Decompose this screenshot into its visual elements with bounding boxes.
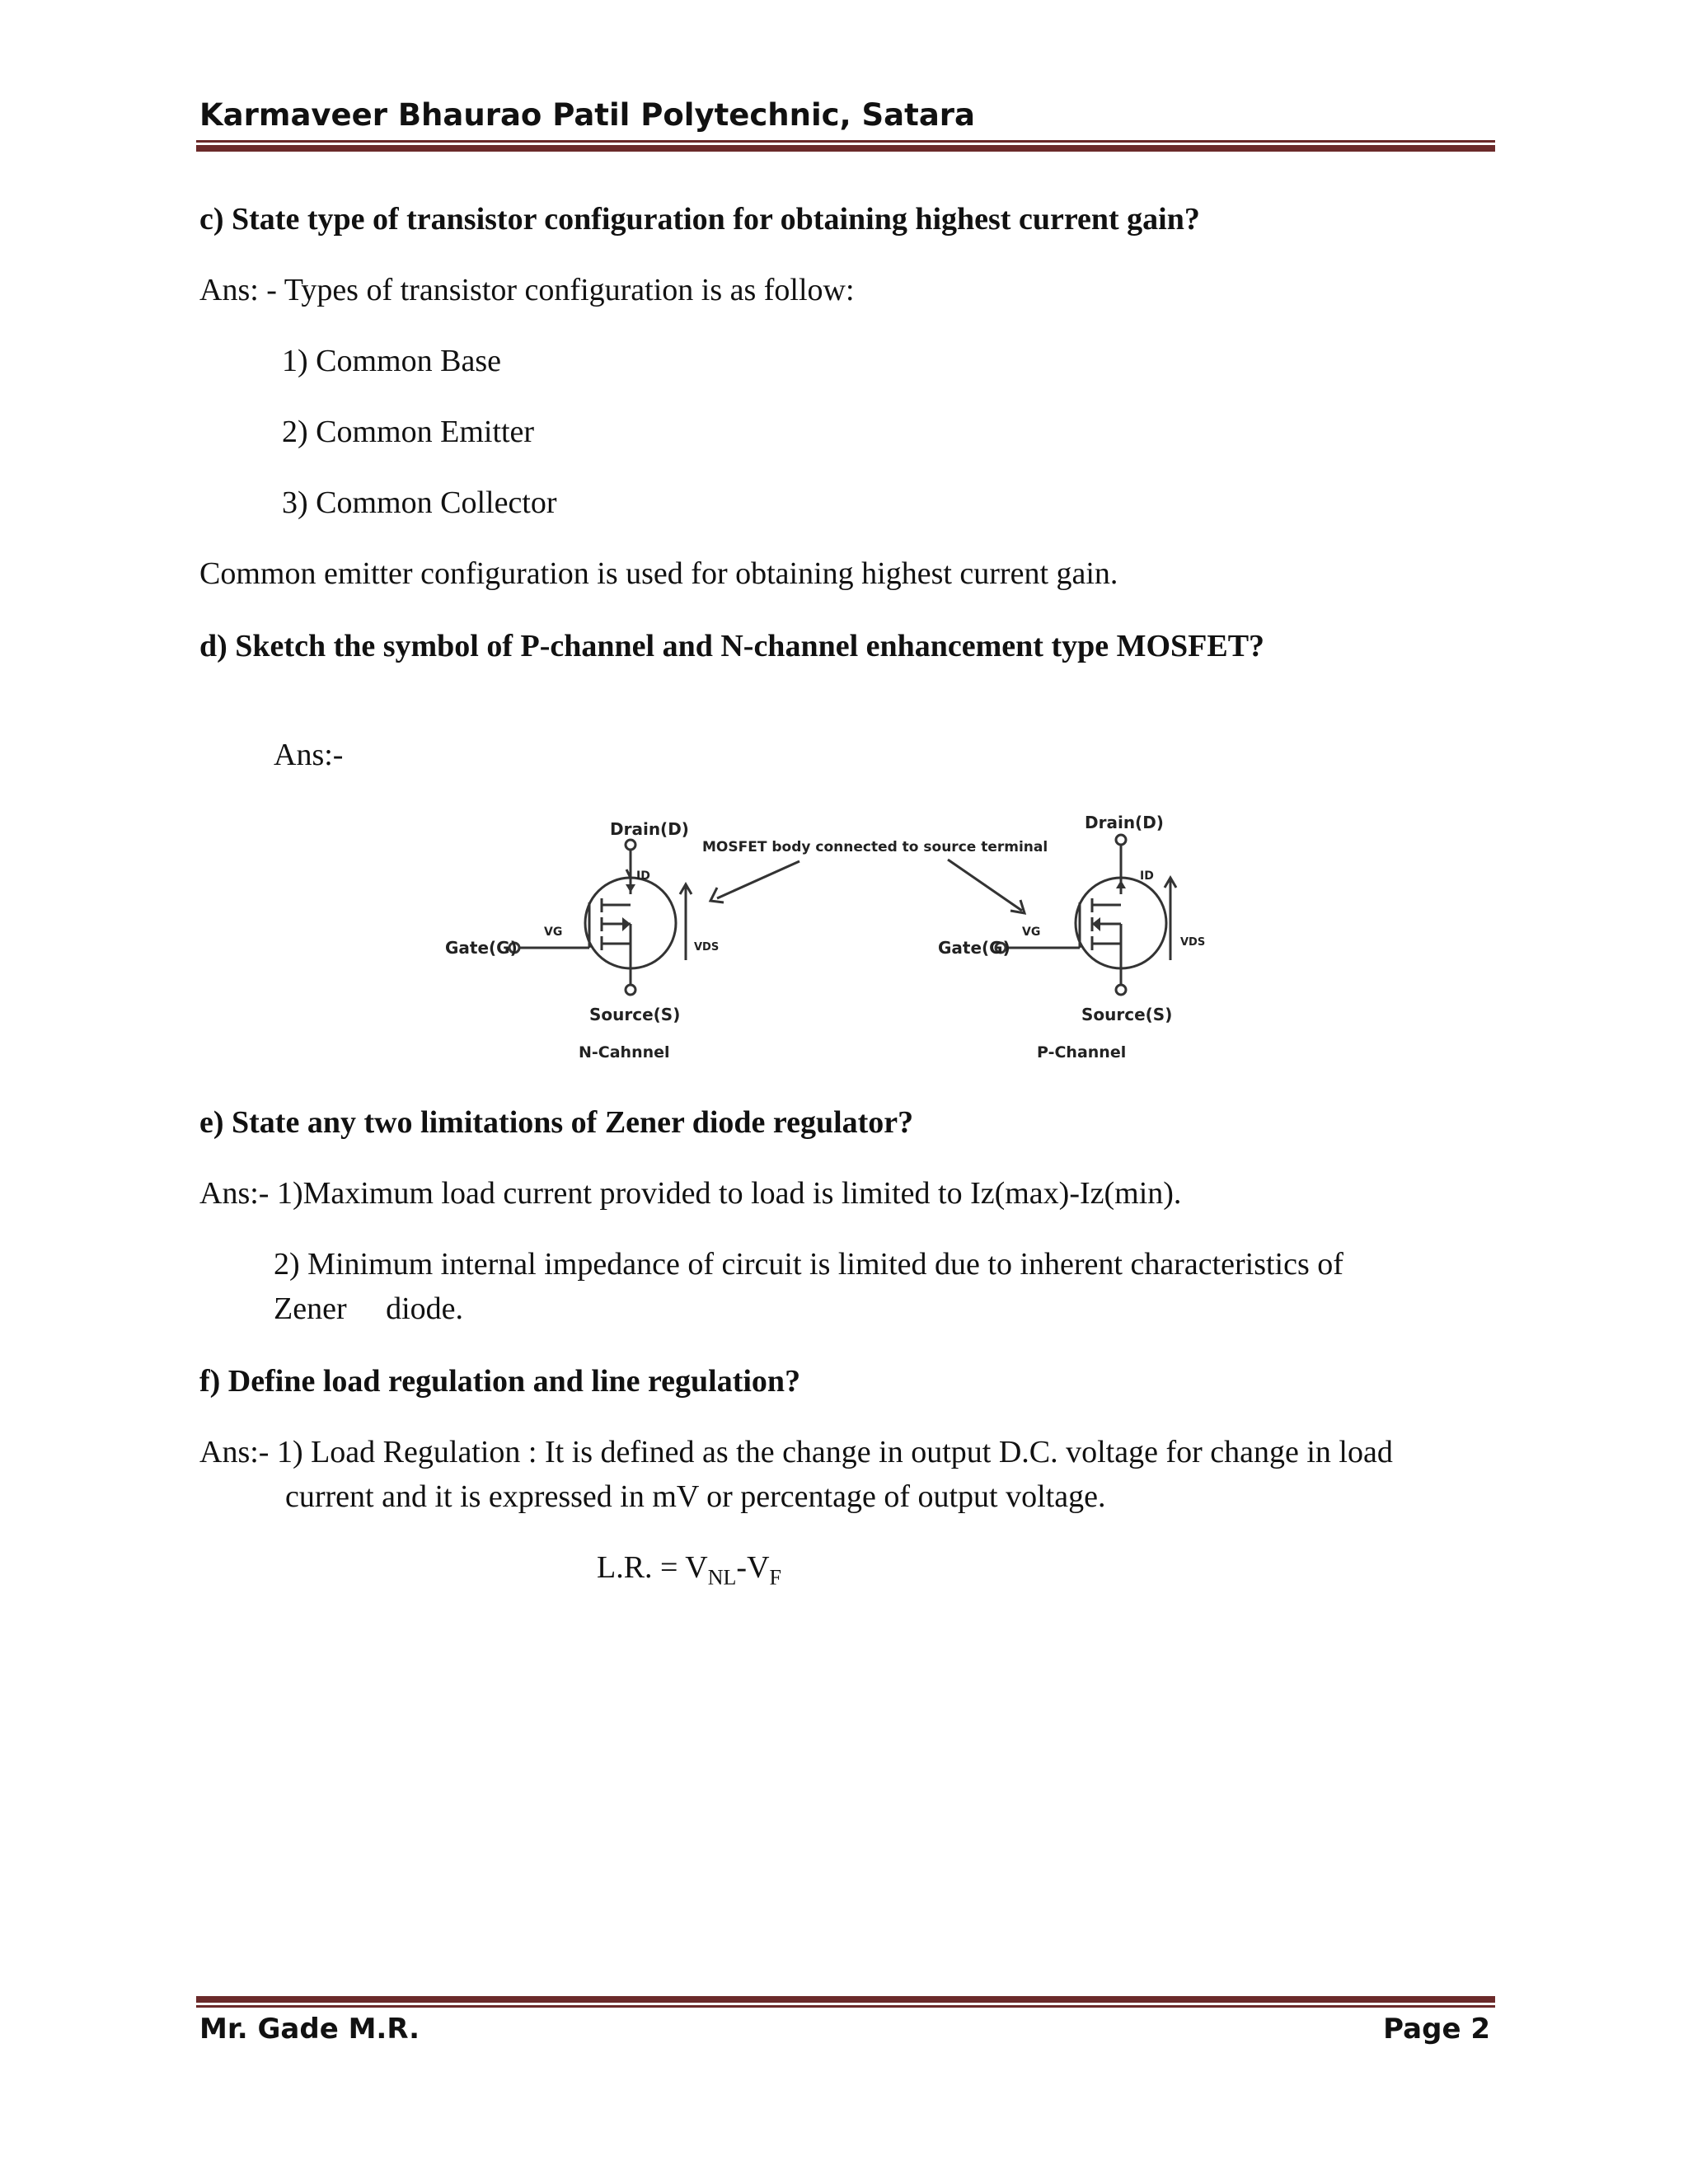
header-title: Karmaveer Bhaurao Patil Polytechnic, Satara [199, 97, 976, 133]
answer-f-line1: Ans:- 1) Load Regulation : It is defined as the change in output D.C. voltage for change in load [199, 1435, 1393, 1469]
list-item: 3) Common Collector [282, 485, 557, 520]
answer-e-line2: 2) Minimum internal impedance of circuit is limited due to inherent characteristics of [274, 1247, 1343, 1282]
footer-rule-thick [196, 1996, 1495, 2003]
formula-lhs: L.R. = V [597, 1550, 708, 1585]
n-drain-label: Drain(D) [610, 819, 689, 839]
n-channel-caption: N-Cahnnel [579, 1043, 670, 1059]
p-channel-caption: P-Channel [1037, 1043, 1127, 1059]
answer-c-intro: Ans: - Types of transistor configuration is as follow: [199, 273, 855, 307]
n-id-label: ID [636, 869, 650, 883]
header-rule-thin [196, 140, 1495, 143]
question-c: c) State type of transistor configuration for obtaining highest current gain? [199, 202, 1200, 237]
footer-author: Mr. Gade M.R. [199, 2013, 420, 2046]
p-vds-label: VDS [1180, 936, 1206, 949]
formula-mid: -V [736, 1550, 770, 1585]
answer-e-line1: Ans:- 1)Maximum load current provided to load is limited to Iz(max)-Iz(min). [199, 1176, 1182, 1211]
list-item: 1) Common Base [282, 344, 501, 378]
p-gate-label: Gate(G) [938, 938, 1010, 958]
formula-sub-f: F [769, 1565, 781, 1590]
answer-c-conclusion: Common emitter configuration is used for obtaining highest current gain. [199, 556, 1118, 591]
p-id-label: ID [1140, 869, 1154, 883]
n-gate-label: Gate(G) [445, 938, 518, 958]
p-vg-label: VG [1022, 926, 1041, 939]
answer-e-line3: Zener diode. [274, 1291, 464, 1326]
load-regulation-formula [597, 1549, 781, 1591]
question-e: e) State any two limitations of Zener diode regulator? [199, 1105, 914, 1140]
formula-sub-nl: NL [707, 1565, 737, 1590]
n-source-label: Source(S) [589, 1005, 681, 1024]
answer-d-label: Ans:- [274, 738, 344, 772]
question-f: f) Define load regulation and line regulation? [199, 1364, 801, 1399]
p-source-label: Source(S) [1081, 1005, 1173, 1024]
footer-page-number: Page 2 [1383, 2013, 1490, 2046]
list-item: 2) Common Emitter [282, 415, 535, 449]
n-vg-label: VG [544, 926, 563, 939]
n-vds-label: VDS [694, 941, 720, 954]
header-rule-thick [196, 145, 1495, 152]
footer-rule-thin [196, 2005, 1495, 2008]
p-drain-label: Drain(D) [1085, 813, 1164, 832]
body-annotation: MOSFET body connected to source terminal [702, 839, 1048, 855]
question-d: d) Sketch the symbol of P-channel and N-channel enhancement type MOSFET? [199, 629, 1265, 663]
mosfet-symbols-diagram [445, 812, 1253, 1059]
answer-f-line2: current and it is expressed in mV or percentage of output voltage. [285, 1479, 1106, 1514]
